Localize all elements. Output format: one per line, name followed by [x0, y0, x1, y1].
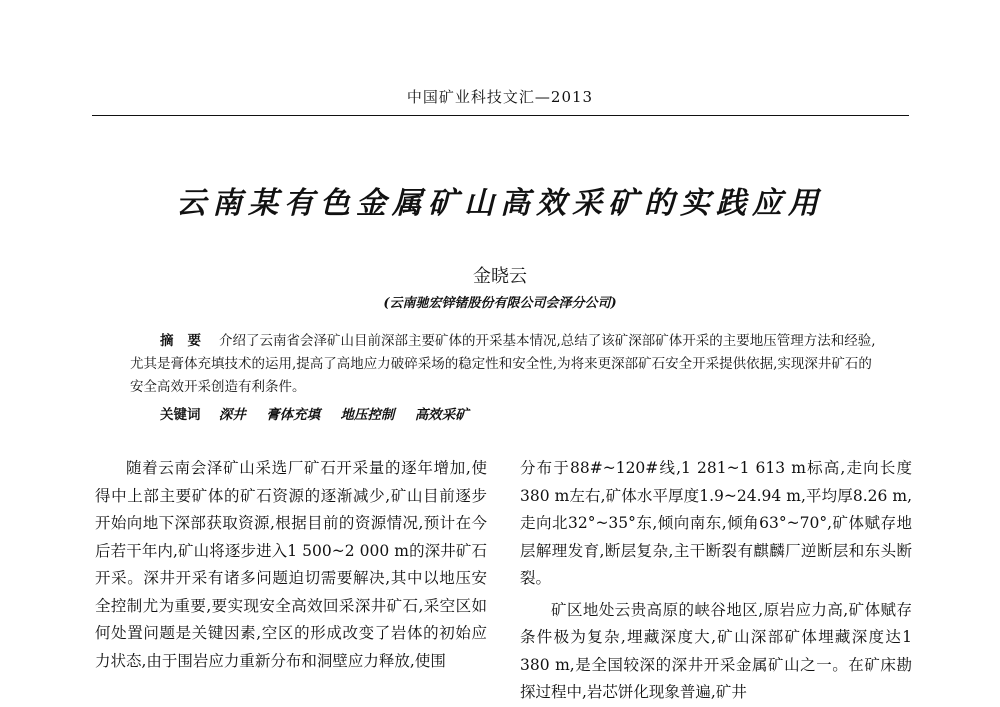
- paper-title: 云南某有色金属矿山高效采矿的实践应用: [176, 186, 824, 221]
- body-paragraph: 分布于88#~120#线,1 281~1 613 m标高,走向长度380 m左右,矿体水平厚度1.9~24.94 m,平均厚8.26 m,走向北32°~35°东,倾向南东,倾角63°~70°,矿体赋存地层解理发育,断层复杂,主干断裂有麒麟厂逆断层和东头断裂。: [520, 459, 912, 587]
- body-paragraph: 矿区地处云贵高原的峡谷地区,原岩应力高,矿体赋存条件极为复杂,埋藏深度大,矿山深部矿体埋藏深度达1 380 m,是全国较深的深井开采金属矿山之一。在矿床勘探过程中,岩芯饼化现象普遍,矿井: [520, 600, 912, 701]
- keyword-item: 膏体充填: [266, 407, 321, 423]
- keywords: [160, 404, 485, 426]
- body-paragraph: 随着云南会泽矿山采选厂矿石开采量的逐年增加,使得中上部主要矿体的矿石资源的逐渐减少,矿山目前逐步开始向地下深部获取资源,根据目前的资源情况,预计在今后若干年内,矿山将逐步进入1 500~2 000 m的深井矿石开采。深井开采有诸多问题迫切需要解决,其中以地压安全控制尤为重要,要实现安全高效回采深井矿石,采空区如何处置问题是关键因素,空区的形成改变了岩体的初始应力状态,由于围岩应力重新分布和洞壁应力释放,使围: [95, 459, 487, 670]
- keyword-item: 高效采矿: [414, 407, 469, 423]
- abstract-label: 摘要: [160, 333, 215, 349]
- running-header: 中国矿业科技文汇—2013: [406, 88, 594, 106]
- keywords-label: 关键词: [160, 407, 201, 423]
- author-name: 金晓云: [473, 266, 527, 287]
- body-left-column: [95, 455, 487, 675]
- keyword-item: 深井: [218, 407, 246, 423]
- header-rule: [92, 115, 909, 116]
- abstract-text: 介绍了云南省会泽矿山目前深部主要矿体的开采基本情况,总结了该矿深部矿体开采的主要地压管理方法和经验,尤其是膏体充填技术的运用,提高了高地应力破碎采场的稳定性和安全性,为将来更深部矿石安全开采提供依据,实现深井矿石的安全高效开采创造有利条件。: [130, 333, 876, 395]
- body-right-column: [520, 455, 912, 707]
- author-affiliation: (云南驰宏锌锗股份有限公司会泽分公司): [383, 296, 617, 311]
- keyword-item: 地压控制: [340, 407, 395, 423]
- abstract: [130, 330, 876, 399]
